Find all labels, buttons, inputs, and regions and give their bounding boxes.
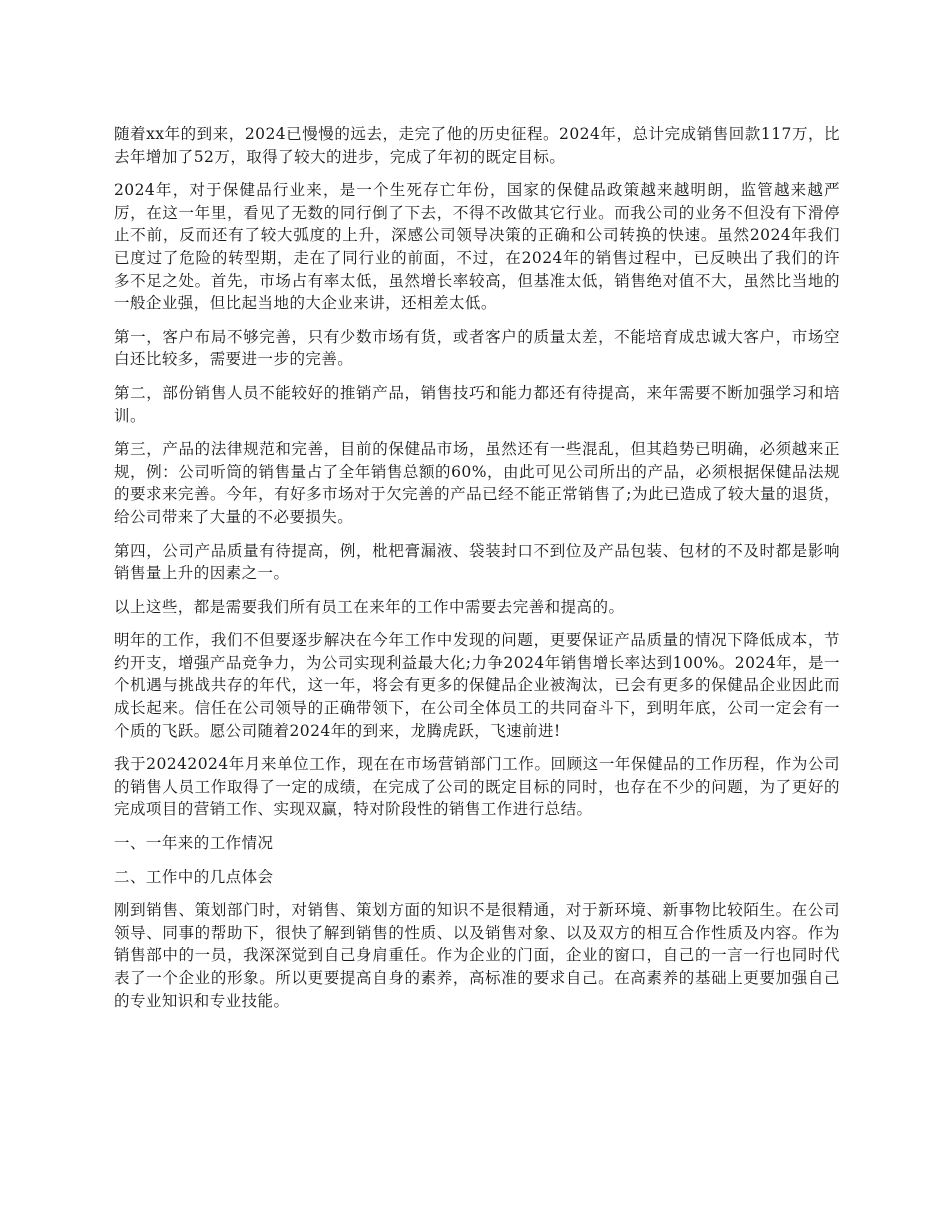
paragraph-9: 我于20242024年月来单位工作，现在在市场营销部门工作。回顾这一年保健品的工作历程，作为公司的销售人员工作取得了一定的成绩，在完成了公司的既定目标的同时，也存在不少的问题，为了更好的完成项目的营销工作、实现双赢，特对阶段性的销售工作进行总结。 — [114, 755, 840, 819]
paragraph-3: 第一，客户布局不够完善，只有少数市场有货，或者客户的质量太差，不能培育成忠诚大客户，市场空白还比较多，需要进一步的完善。 — [114, 327, 840, 369]
paragraph-6: 第四，公司产品质量有待提高，例，枇杷膏漏液、袋装封口不到位及产品包装、包材的不及时都是影响销售量上升的因素之一。 — [114, 541, 840, 583]
paragraph-10: 刚到销售、策划部门时，对销售、策划方面的知识不是很精通，对于新环境、新事物比较陌生。在公司领导、同事的帮助下，很快了解到销售的性质、以及销售对象、以及双方的相互合作性质及内容。作为销售部中的一员，我深深觉到自己身肩重任。作为企业的门面，企业的窗口，自己的一言一行也同时代表了一个企业的形象。所以更要提高自身的素养，高标准的要求自己。在高素养的基础上更要加强自己的专业知识和专业技能。 — [114, 901, 840, 1010]
paragraph-1: 随着xx年的到来，2024已慢慢的远去，走完了他的历史征程。2024年，总计完成销售回款117万，比去年增加了52万，取得了较大的进步，完成了年初的既定目标。 — [114, 125, 840, 166]
section-heading-1: 一、一年来的工作情况 — [114, 834, 274, 853]
document-body — [114, 123, 840, 1023]
paragraph-4: 第二，部份销售人员不能较好的推销产品，销售技巧和能力都还有待提高，来年需要不断加强学习和培训。 — [114, 383, 840, 425]
paragraph-8: 明年的工作，我们不但要逐步解决在今年工作中发现的问题，更要保证产品质量的情况下降低成本，节约开支，增强产品竞争力，为公司实现利益最大化;力争2024年销售增长率达到100%。2024年，是一个机遇与挑战共存的年代，这一年，将会有更多的保健品企业被淘汰，已会有更多的保健品企业因此而成长起来。信任在公司领导的正确带领下，在公司全体员工的共同奋斗下，到明年底，公司一定会有一个质的飞跃。愿公司随着2024年的到来，龙腾虎跃，飞速前进! — [114, 631, 840, 740]
paragraph-2: 2024年，对于保健品行业来，是一个生死存亡年份，国家的保健品政策越来越明朗，监管越来越严厉，在这一年里，看见了无数的同行倒了下去，不得不改做其它行业。而我公司的业务不但没有下滑停止不前，反而还有了较大弧度的上升，深感公司领导决策的正确和公司转换的快速。虽然2024年我们已度过了危险的转型期，走在了同行业的前面，不过，在2024年的销售过程中，已反映出了我们的许多不足之处。首先，市场占有率太低，虽然增长率较高，但基准太低，销售绝对值不大，虽然比当地的一般企业强，但比起当地的大企业来讲，还相差太低。 — [114, 181, 840, 313]
paragraph-7: 以上这些，都是需要我们所有员工在来年的工作中需要去完善和提高的。 — [114, 597, 625, 616]
paragraph-5: 第三，产品的法律规范和完善，目前的保健品市场，虽然还有一些混乱，但其趋势已明确，必须越来正规，例：公司听筒的销售量占了全年销售总额的60%，由此可见公司所出的产品，必须根据保健品法规的要求来完善。今年，有好多市场对于欠完善的产品已经不能正常销售了;为此已造成了较大量的退货，给公司带来了大量的不必要损失。 — [114, 440, 840, 526]
section-heading-2: 二、工作中的几点体会 — [114, 867, 274, 886]
